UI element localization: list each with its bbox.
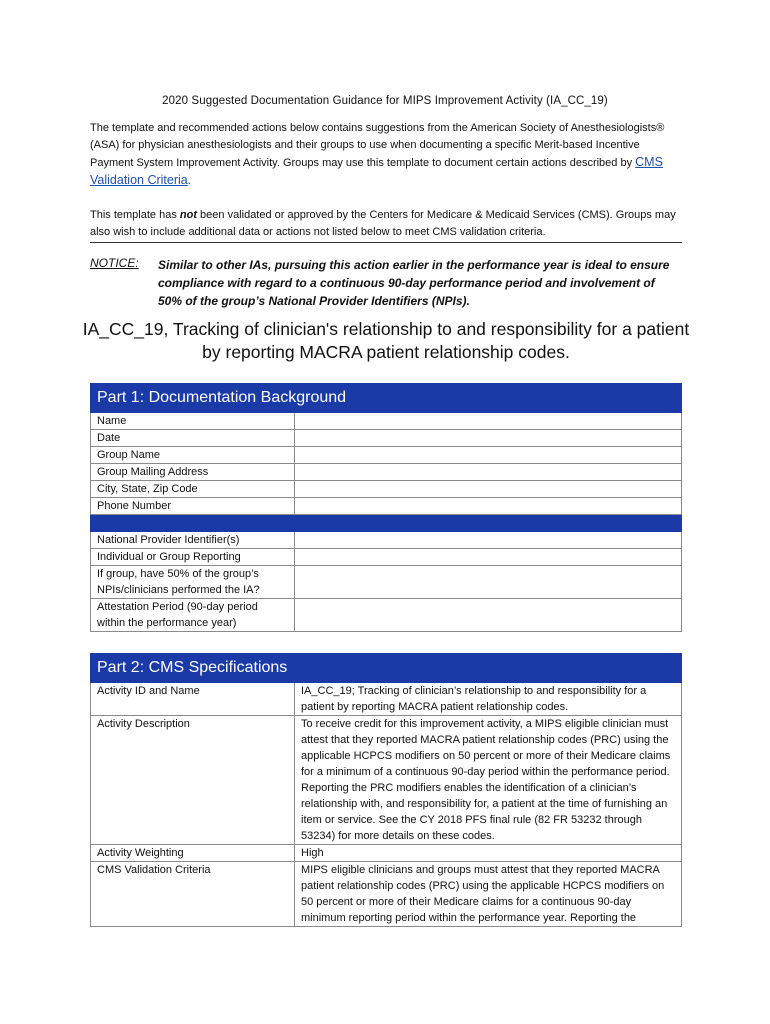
field-value-input[interactable]: [295, 413, 682, 430]
table-row: [91, 532, 682, 549]
field-label: National Provider Identifier(s): [91, 532, 295, 549]
cms-validation-criteria-link[interactable]: CMS Validation Criteria: [90, 155, 663, 187]
spec-label: CMS Validation Criteria: [91, 862, 295, 927]
divider: [90, 242, 682, 243]
field-label: If group, have 50% of the group’s NPIs/clinicians performed the IA?: [91, 566, 295, 599]
field-label: Individual or Group Reporting: [91, 549, 295, 566]
disclaimer-emphasis: not: [179, 209, 197, 221]
field-value-input[interactable]: [295, 464, 682, 481]
table-row: [91, 498, 682, 515]
field-label: Attestation Period (90-day period within the performance year): [91, 599, 295, 632]
spec-value: MIPS eligible clinicians and groups must attest that they reported MACRA patient relationship codes (PRC) using the applicable HCPCS modifiers on 50 percent or more of their Medicare claims for a continuous 90-day minimum reporting period within the performance year. Reporting the: [295, 862, 682, 927]
spec-value: IA_CC_19; Tracking of clinician’s relationship to and responsibility for a patient by reporting MACRA patient relationship codes.: [295, 683, 682, 716]
field-label: Phone Number: [91, 498, 295, 515]
spec-label: Activity Description: [91, 716, 295, 845]
spec-value: To receive credit for this improvement activity, a MIPS eligible clinician must attest that they reported MACRA patient relationship codes (PRC) using the applicable HCPCS modifiers on 50 percent or more of their Medicare claims for a minimum of a continuous 90-day period within the performance period. Reporting the PRC modifiers enables the identification of a clinician’s relationship with, and responsibility for, a patient at the time of furnishing an item or service. See the CY 2018 PFS final rule (82 FR 53232 through 53234) for more details on these codes.: [295, 716, 682, 845]
field-value-input[interactable]: [295, 498, 682, 515]
table-row: [91, 447, 682, 464]
table-row: [91, 845, 682, 862]
field-value-input[interactable]: [295, 532, 682, 549]
table-row: [91, 599, 682, 632]
table-row: [91, 464, 682, 481]
field-label: City, State, Zip Code: [91, 481, 295, 498]
part2-table: [90, 653, 682, 927]
notice-text: Similar to other IAs, pursuing this action earlier in the performance year is ideal to ensure compliance with regard to a continuous 90-day performance period and involvement of 50% of the group’s National Provider Identifiers (NPIs).: [158, 258, 670, 308]
table-row: [91, 683, 682, 716]
table-row: [91, 716, 682, 845]
spec-value: High: [295, 845, 682, 862]
field-label: Name: [91, 413, 295, 430]
field-value-input[interactable]: [295, 599, 682, 632]
document-title: 2020 Suggested Documentation Guidance for MIPS Improvement Activity (IA_CC_19): [162, 95, 608, 107]
section-separator: [91, 515, 682, 532]
field-value-input[interactable]: [295, 549, 682, 566]
field-label: Date: [91, 430, 295, 447]
field-label: Group Name: [91, 447, 295, 464]
spec-label: Activity ID and Name: [91, 683, 295, 716]
field-value-input[interactable]: [295, 566, 682, 599]
main-heading: IA_CC_19, Tracking of clinician's relationship to and responsibility for a patient by reporting MACRA patient relationship codes.: [82, 319, 690, 362]
disclaimer-paragraph: [90, 207, 680, 241]
intro-end: .: [187, 175, 191, 187]
part2-heading: Part 2: CMS Specifications: [91, 654, 682, 683]
disclaimer-post: been validated or approved by the Centers for Medicare & Medicaid Services (CMS). Groups may also wish to include additional data or actions not listed below to meet CMS validation criteria.: [90, 209, 676, 238]
field-value-input[interactable]: [295, 447, 682, 464]
table-row: [91, 481, 682, 498]
field-value-input[interactable]: [295, 430, 682, 447]
disclaimer-pre: This template has: [90, 209, 180, 221]
intro-paragraph: [90, 120, 680, 190]
table-row: [91, 549, 682, 566]
spec-label: Activity Weighting: [91, 845, 295, 862]
field-label: Group Mailing Address: [91, 464, 295, 481]
notice-label: NOTICE:: [90, 256, 139, 270]
table-row: [91, 430, 682, 447]
part1-heading: Part 1: Documentation Background: [91, 384, 682, 413]
table-row: [91, 862, 682, 927]
part1-table: [90, 383, 682, 632]
table-row: [91, 413, 682, 430]
table-row: [91, 566, 682, 599]
intro-text: The template and recommended actions below contains suggestions from the American Society of Anesthesiologists® (ASA) for physician anesthesiologists and their groups to use when documenting a specific Merit-based Incentive Payment System Improvement Activity. Groups may use this template to document certain actions described by: [90, 122, 665, 169]
field-value-input[interactable]: [295, 481, 682, 498]
